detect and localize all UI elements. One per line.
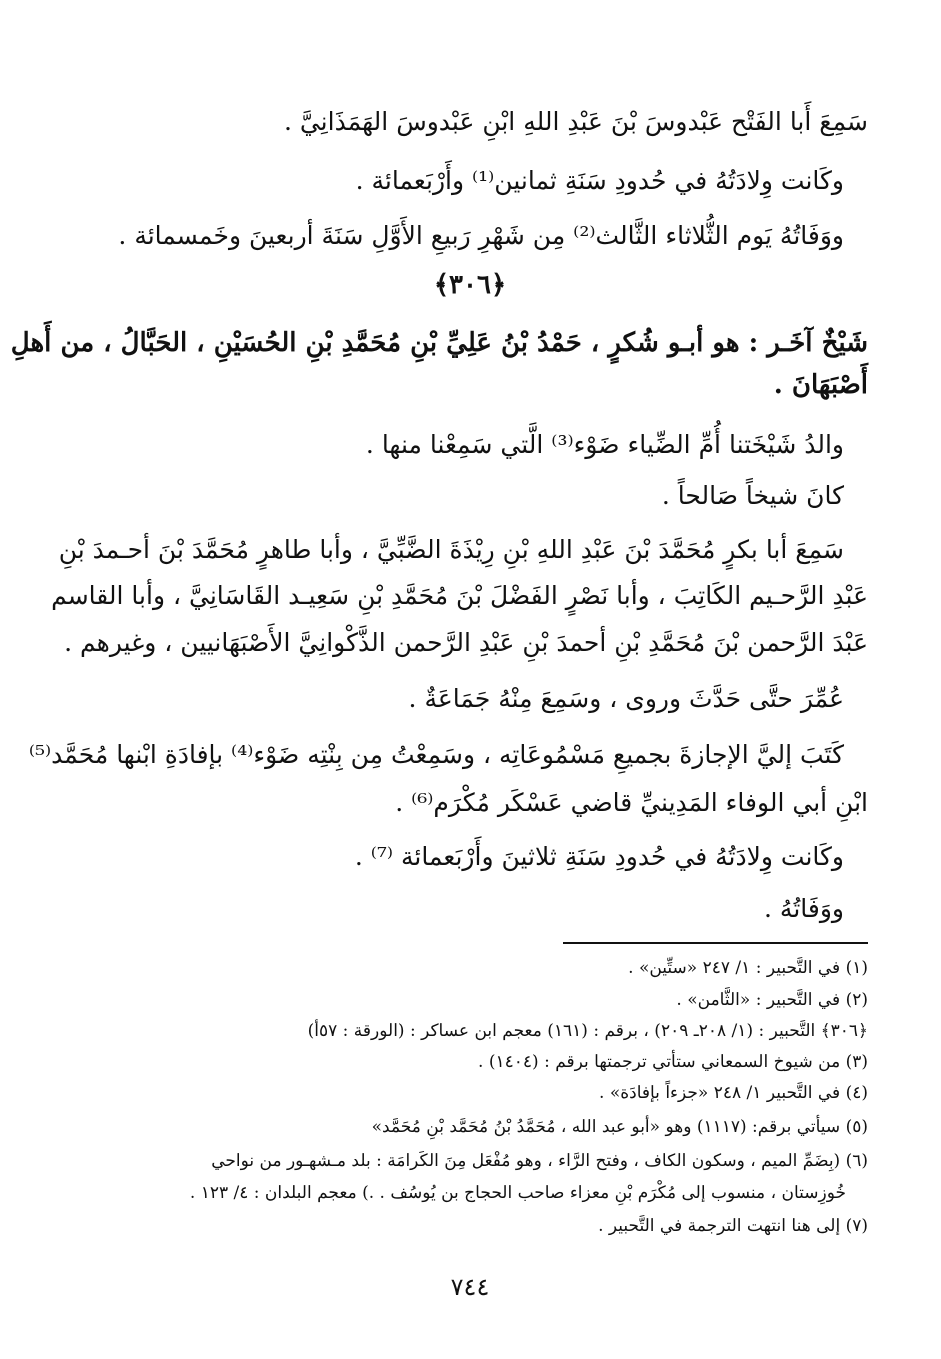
footnote: (٥) سيأتي برقم: (١١١٧) وهو «أبو عبد الله ، مُحَمَّدُ بْنُ مُحَمَّد بْنِ مُحَمَّد» bbox=[371, 1117, 868, 1137]
entry-number-heading: ﴿٣٠٦﴾ bbox=[433, 270, 507, 300]
text-line: عَبْدِ الرَّحـيم الكَاتِبَ ، وأبا نَصْرٍ الفَضْلَ بْنَ مُحَمَّدِ بْنِ سَعِيـد القَاسَانِيَّ ، وأبا القاسم bbox=[51, 581, 868, 610]
entry-title: شَيْخٌ آخَـر : هو أبـو شُكرٍ ، حَمْدُ بْنُ عَلِيِّ بْنِ مُحَمَّدِ بْنِ الحُسَيْنِ ، الحَبَّالُ ، من أَهلِ bbox=[10, 328, 868, 358]
footnote: (١) في التَّحبير : ١/ ٢٤٧ «ستِّين» . bbox=[628, 958, 868, 978]
footnote: خُوزِستان ، منسوب إلى مُكْرَم بْنِ معزاء صاحب الحجاج بن يُوسُف . .) معجم البلدان : ٤/ ١٢٣ . bbox=[189, 1183, 846, 1203]
footnote: (٦) (بِضَمِّ الميم ، وسكون الكاف ، وفتح الرَّاء ، وهو مُفْعَل مِنَ الكَرامَة : بلد مـشهـور من نواحي bbox=[211, 1151, 868, 1171]
text-line: ووَفَاتُهُ يَوم الثُّلاثاء الثَّالث⁽²⁾ مِن شَهْرِ رَبيعِ الأَوَّلِ سَنَةَ أربعينَ وخَمسمائة . bbox=[118, 221, 844, 250]
page-number: ٧٤٤ bbox=[450, 1273, 490, 1301]
footnote: (٧) إلى هنا انتهت الترجمة في التَّحبير . bbox=[598, 1216, 868, 1236]
text-line: كَتَبَ إليَّ الإجازةَ بجميعِ مَسْمُوعَاتِه ، وسَمِعْتُ مِن بِنْتِه ضَوْء⁽⁴⁾ بإفادَةِ ابْنها مُحَمَّد⁽⁵⁾ bbox=[28, 740, 844, 769]
text-line: ووَفَاتُهُ . bbox=[764, 894, 844, 923]
main-text bbox=[10, 0, 868, 1359]
text-line: ابْنِ أبي الوفاء المَدِينيِّ قاضي عَسْكَر مُكْرَم⁽⁶⁾ . bbox=[395, 788, 868, 817]
footnote: (٤) في التَّحبير ١/ ٢٤٨ «جزءاً بإفادَة» . bbox=[599, 1083, 868, 1103]
text-line: عُمِّرَ حتَّى حَدَّثَ وروى ، وسَمِعَ مِنْهُ جَمَاعَةٌ . bbox=[408, 684, 844, 713]
footnote: (٣) من شيوخ السمعاني ستأتي ترجمتها برقم : (١٤٠٤) . bbox=[478, 1052, 868, 1072]
footnote-divider bbox=[563, 942, 868, 944]
text-line: والدُ شَيْخَتنا أُمِّ الضِّياء ضَوْء⁽³⁾ الَّتي سَمِعْنا منها . bbox=[365, 430, 844, 459]
text-line: وكَانت وِلادَتُهُ في حُدودِ سَنَةِ ثلاثينَ وأَرْبَعمائة ⁽⁷⁾ . bbox=[354, 842, 844, 871]
text-line: سَمِعَ أَبا الفَتْح عَبْدوسَ بْنَ عَبْدِ اللهِ ابْنِ عَبْدوسَ الهَمَذَانِيَّ . bbox=[283, 107, 868, 136]
text-line: وكَانت وِلادَتُهُ في حُدودِ سَنَةِ ثمانين⁽¹⁾ وأَرْبَعمائة . bbox=[355, 166, 844, 195]
footnote: ﴿٣٠٦﴾ التَّحبير : (١/ ٢٠٨ـ ٢٠٩) ، برقم : (١٦١) معجم ابن عساكر : (الورقة : ٥٧أ) bbox=[307, 1021, 868, 1041]
text-line: سَمِعَ أبا بكرٍ مُحَمَّدَ بْنَ عَبْدِ اللهِ بْنِ رِيْذَةَ الضَّبِّيَّ ، وأبا طاهرٍ مُحَمَّدَ بْنَ أحـمدَ بْنِ bbox=[58, 535, 844, 564]
footnote: (٢) في التَّحبير : «الثَّامن» . bbox=[676, 990, 868, 1010]
text-line: كانَ شيخاً صَالحاً . bbox=[661, 481, 844, 510]
text-line: عَبْدَ الرَّحمن بْنَ مُحَمَّدِ بْنِ أحمدَ بْنِ عَبْدِ الرَّحمن الذَّكْوانِيَّ الأَصْبَهَانيين ، وغيرهم . bbox=[64, 628, 868, 657]
entry-title: أَصْبَهَانَ . bbox=[773, 370, 868, 400]
